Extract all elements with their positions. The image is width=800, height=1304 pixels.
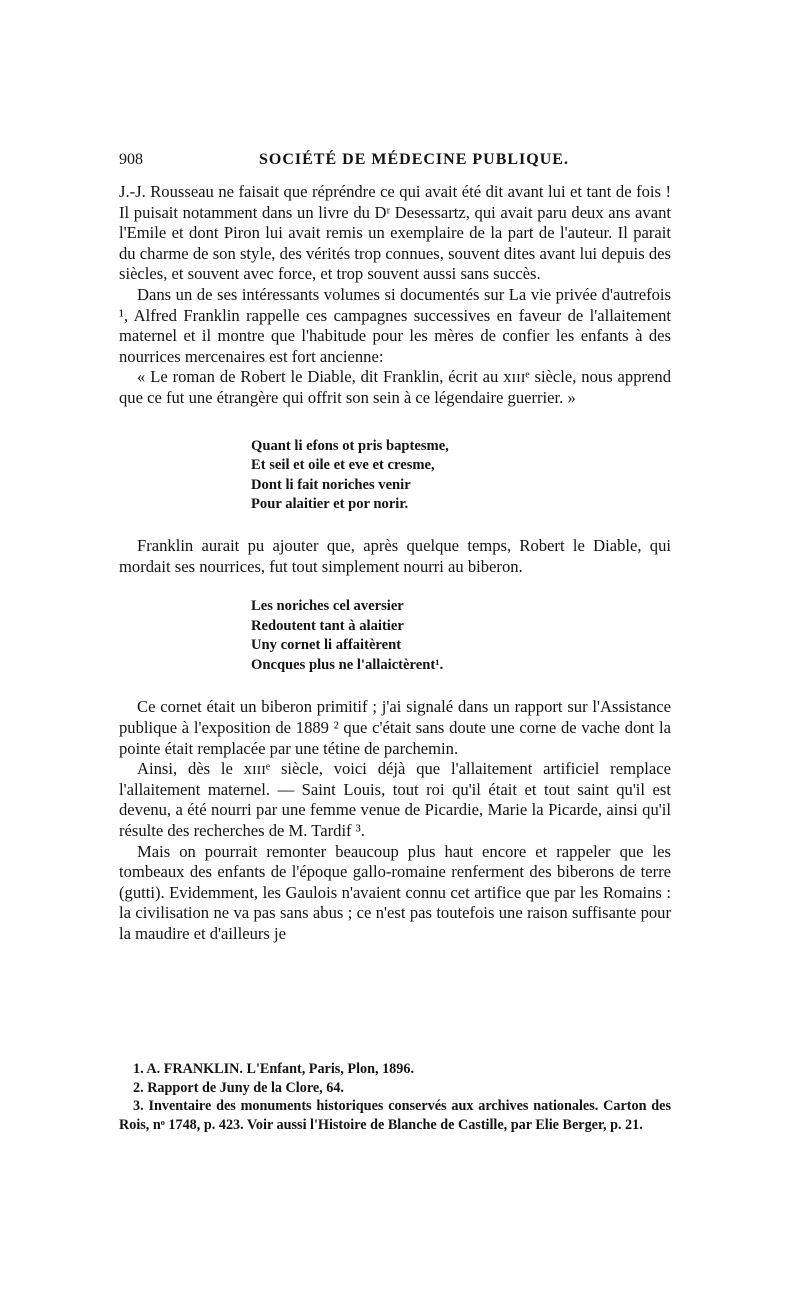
verse-line: Les noriches cel aversier <box>251 598 404 615</box>
paragraph-7: Mais on pourrait remonter beaucoup plus haut encore et rappeler que les tombeaux des enfants de l'époque gallo-romaine renferment des biberons de terre (gutti). Evidemment, les Gaulois n'avaient connu cet artifice que par les Romains : la civilisation ne va pas sans abus ; ce n'est pas toutefois une raison suffisante pour la maudire et d'ailleurs je <box>119 841 671 943</box>
paragraph-4: Franklin aurait pu ajouter que, après quelque temps, Robert le Diable, qui mordait ses nourrices, fut tout simplement nourri au biberon. <box>119 535 671 576</box>
paragraph-5: Ce cornet était un biberon primitif ; j'ai signalé dans un rapport sur l'Assistance publique à l'exposition de 1889 ² que c'était sans doute une corne de vache dont la pointe était remplacée par une tétine de parchemin. <box>119 697 671 758</box>
verse-line: Oncques plus ne l'allaictèrent¹. <box>251 656 444 673</box>
main-text <box>119 182 671 945</box>
paragraph-1: J.-J. Rousseau ne faisait que répréndre ce qui avait été dit avant lui et tant de fois ! Il puisait notamment dans un livre du Dʳ Desessartz, qui avait paru deux ans avant l'Emile et dont Piron lui avait remis un exemplaire de la part de l'auteur. Il parait du charme de son style, des vérités trop connues, souvent dites avant lui depuis des siècles, et souvent avec force, et trop souvent aussi sans succès. <box>119 182 671 284</box>
verse-line: Quant li efons ot pris baptesme, <box>251 437 449 454</box>
footnote-2: 2. Rapport de Juny de la Clore, 64. <box>133 1079 344 1096</box>
page-number: 908 <box>119 151 143 168</box>
verse-line: Redoutent tant à alaitier <box>251 617 404 634</box>
paragraph-2: Dans un de ses intéressants volumes si documentés sur La vie privée d'autrefois ¹, Alfred Franklin rappelle ces campagnes successives en faveur de l'allaitement maternel et il montre que l'habitude pour les mères de confier les enfants à des nourrices mercenaires est fort ancienne: <box>119 284 671 366</box>
verse-quote-1 <box>251 437 671 515</box>
footnote-1: 1. A. FRANKLIN. L'Enfant, Paris, Plon, 1896. <box>133 1061 415 1077</box>
running-title: SOCIÉTÉ DE MÉDECINE PUBLIQUE. <box>259 151 569 168</box>
verse-quote-2 <box>251 597 671 675</box>
paragraph-6: Ainsi, dès le xɪɪɪᵉ siècle, voici déjà que l'allaitement artificiel remplace l'allaitement maternel. — Saint Louis, tout roi qu'il était et tout saint qu'il est devenu, a été nourri par une femme venue de Picardie, Marie la Picarde, ainsi qu'il résulte des recherches de M. Tardif ³. <box>119 759 671 841</box>
verse-line: Uny cornet li affaitèrent <box>251 637 402 654</box>
paragraph-3: « Le roman de Robert le Diable, dit Franklin, écrit au xɪɪɪᵉ siècle, nous apprend que ce fut une étrangère qui offrit son sein à ce légendaire guerrier. » <box>119 367 671 407</box>
footnotes <box>119 1060 671 1134</box>
footnote-3: 3. Inventaire des monuments historiques conservés aux archives nationales. Carton des Rois, nᵒ 1748, p. 423. Voir aussi l'Histoire de Blanche de Castille, par Elie Berger, p. 21. <box>119 1098 671 1133</box>
verse-line: Dont li fait noriches venir <box>251 476 411 493</box>
verse-line: Et seil et oile et eve et cresme, <box>251 457 435 474</box>
verse-line: Pour alaitier et por norir. <box>251 496 409 513</box>
